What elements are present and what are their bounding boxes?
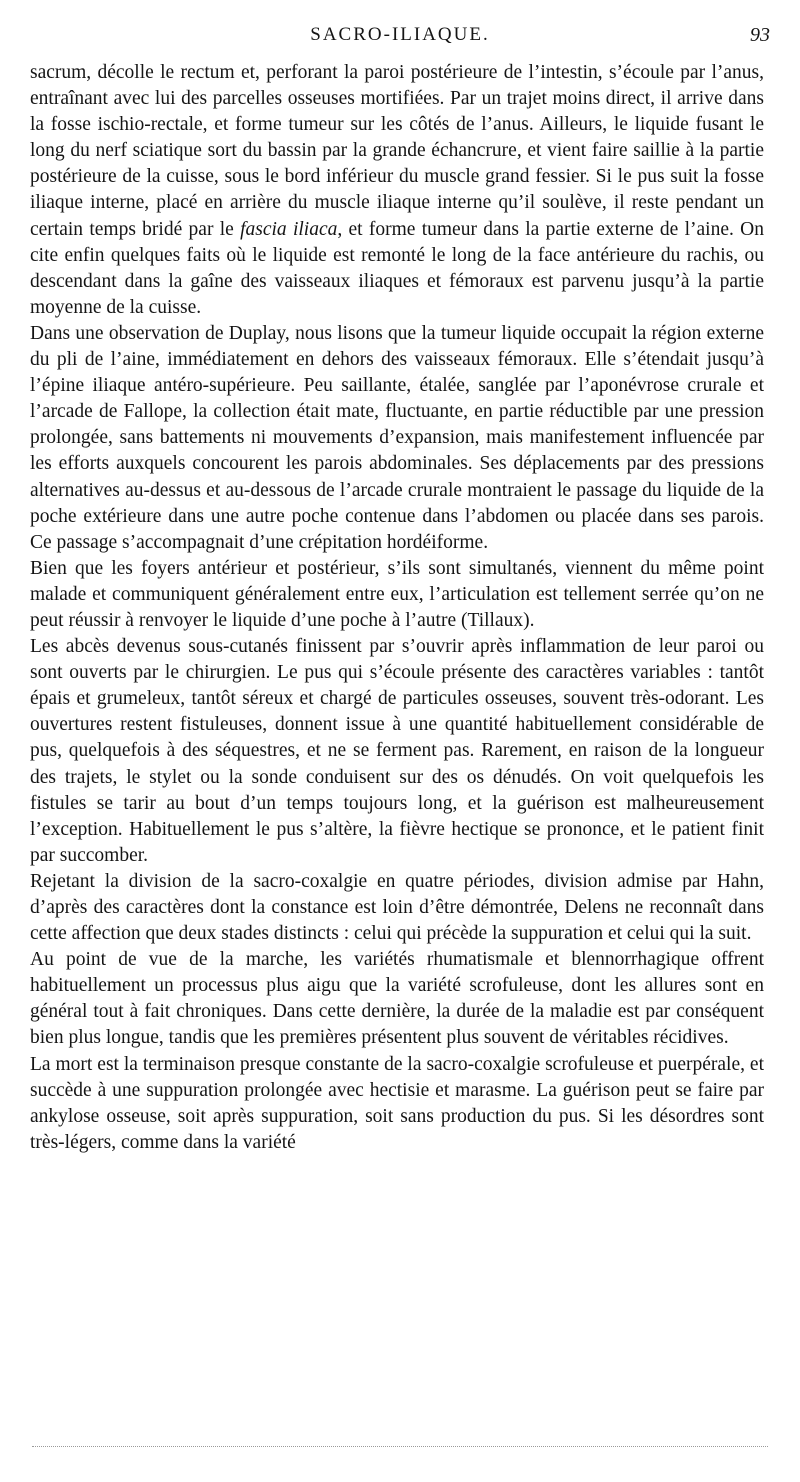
paragraph-7: La mort est la terminaison presque constante de la sacro-coxalgie scrofuleuse et puerpérale, et succède à une suppuration prolongée avec hectisie et marasme. La guérison peut se faire par ankylose osseuse, soit après suppuration, soit sans production du pus. Si les désordres sont très-légers, comme dans la variété [30,1053,764,1153]
paragraph-2: Dans une observation de Duplay, nous lisons que la tumeur liquide occupait la région externe du pli de l’aine, immédiatement en dehors des vaisseaux fémoraux. Elle s’étendait jusqu’à l’épine iliaque antéro-supérieure. Peu saillante, étalée, sanglée par l’aponévrose crurale et l’arcade de Fallope, la collection était mate, fluctuante, en partie réductible par une pression prolongée, sans battements ni mouvements d’expansion, mais manifestement influencée par les efforts auxquels concourent les parois abdominales. Ses déplacements par des pressions alternatives au-dessus et au-dessous de l’arcade crurale montraient le passage du liquide de la poche extérieure dans une autre poche contenue dans l’abdomen ou placée dans ses parois. Ce passage s’accompagnait d’une crépitation hordéiforme. [30,322,764,553]
page-number: 93 [750,24,770,46]
footer-rule [32,1446,768,1447]
paragraph-1-before: sacrum, décolle le rectum et, perforant la paroi postérieure de l’intestin, s’écoule par l’anus, entraînant avec lui des parcelles osseuses mortifiées. Par un trajet moins direct, il arrive dans la fosse ischio-rectale, et forme tumeur sur les côtés de l’anus. Ailleurs, le liquide fusant le long du nerf sciatique sort du bassin par la grande échancrure, et vient faire saillie à la partie postérieure de la cuisse, sous le bord inférieur du muscle grand fessier. Si le pus suit la fosse iliaque interne, placé en arrière du muscle iliaque interne qu’il soulève, il reste pendant un certain temps bridé par le [30,62,764,240]
paragraph-1 [30,60,764,321]
paragraph-4: Les abcès devenus sous-cutanés finissent par s’ouvrir après inflammation de leur paroi ou sont ouverts par le chirurgien. Le pus qui s’écoule présente des caractères variables : tantôt épais et grumeleux, tantôt séreux et chargé de particules osseuses, souvent très-odorant. Les ouvertures restent fistuleuses, donnent issue à une quantité habituellement considérable de pus, quelquefois à des séquestres, et ne se ferment pas. Rarement, en raison de la longueur des trajets, le stylet ou la sonde conduisent sur des os dénudés. On voit quelquefois les fistules se tarir au bout d’un temps toujours long, et la guérison est malheureusement l’exception. Habituellement le pus s’altère, la fièvre hectique se prononce, et le patient finit par succomber. [30,636,764,866]
paragraph-3: Bien que les foyers antérieur et postérieur, s’ils sont simultanés, viennent du même point malade et communiquent généralement entre eux, l’articulation est tellement serrée qu’on ne peut réussir à renvoyer le liquide d’une poche à l’autre (Tillaux). [30,557,764,631]
paragraph-1-italic-term: fascia iliaca [240,218,338,240]
running-head [30,24,770,50]
body-text [30,60,764,1156]
paragraph-6: Au point de vue de la marche, les variétés rhumatismale et blennorrhagique offrent habituellement un processus plus aigu que la variété scrofuleuse, dont les allures sont en général tout à fait chroniques. Dans cette dernière, la durée de la maladie est par conséquent bien plus longue, tandis que les premières présentent plus souvent de véritables récidives. [30,949,764,1049]
paragraph-5: Rejetant la division de la sacro-coxalgie en quatre périodes, division admise par Hahn, d’après des caractères dont la constance est loin d’être démontrée, Delens ne reconnaît dans cette affection que deux stades distincts : celui qui précède la suppuration et celui qui la suit. [30,870,764,945]
running-title: SACRO-ILIAQUE. [310,24,490,45]
paragraph-1-after: , et forme tumeur dans la partie externe de l’aine. On cite enfin quelques faits où le liquide est remonté le long de la face antérieure du rachis, ou descendant dans la gaîne des vaisseaux iliaques et fémoraux est parvenu jusqu’à la partie moyenne de la cuisse. [30,218,764,318]
